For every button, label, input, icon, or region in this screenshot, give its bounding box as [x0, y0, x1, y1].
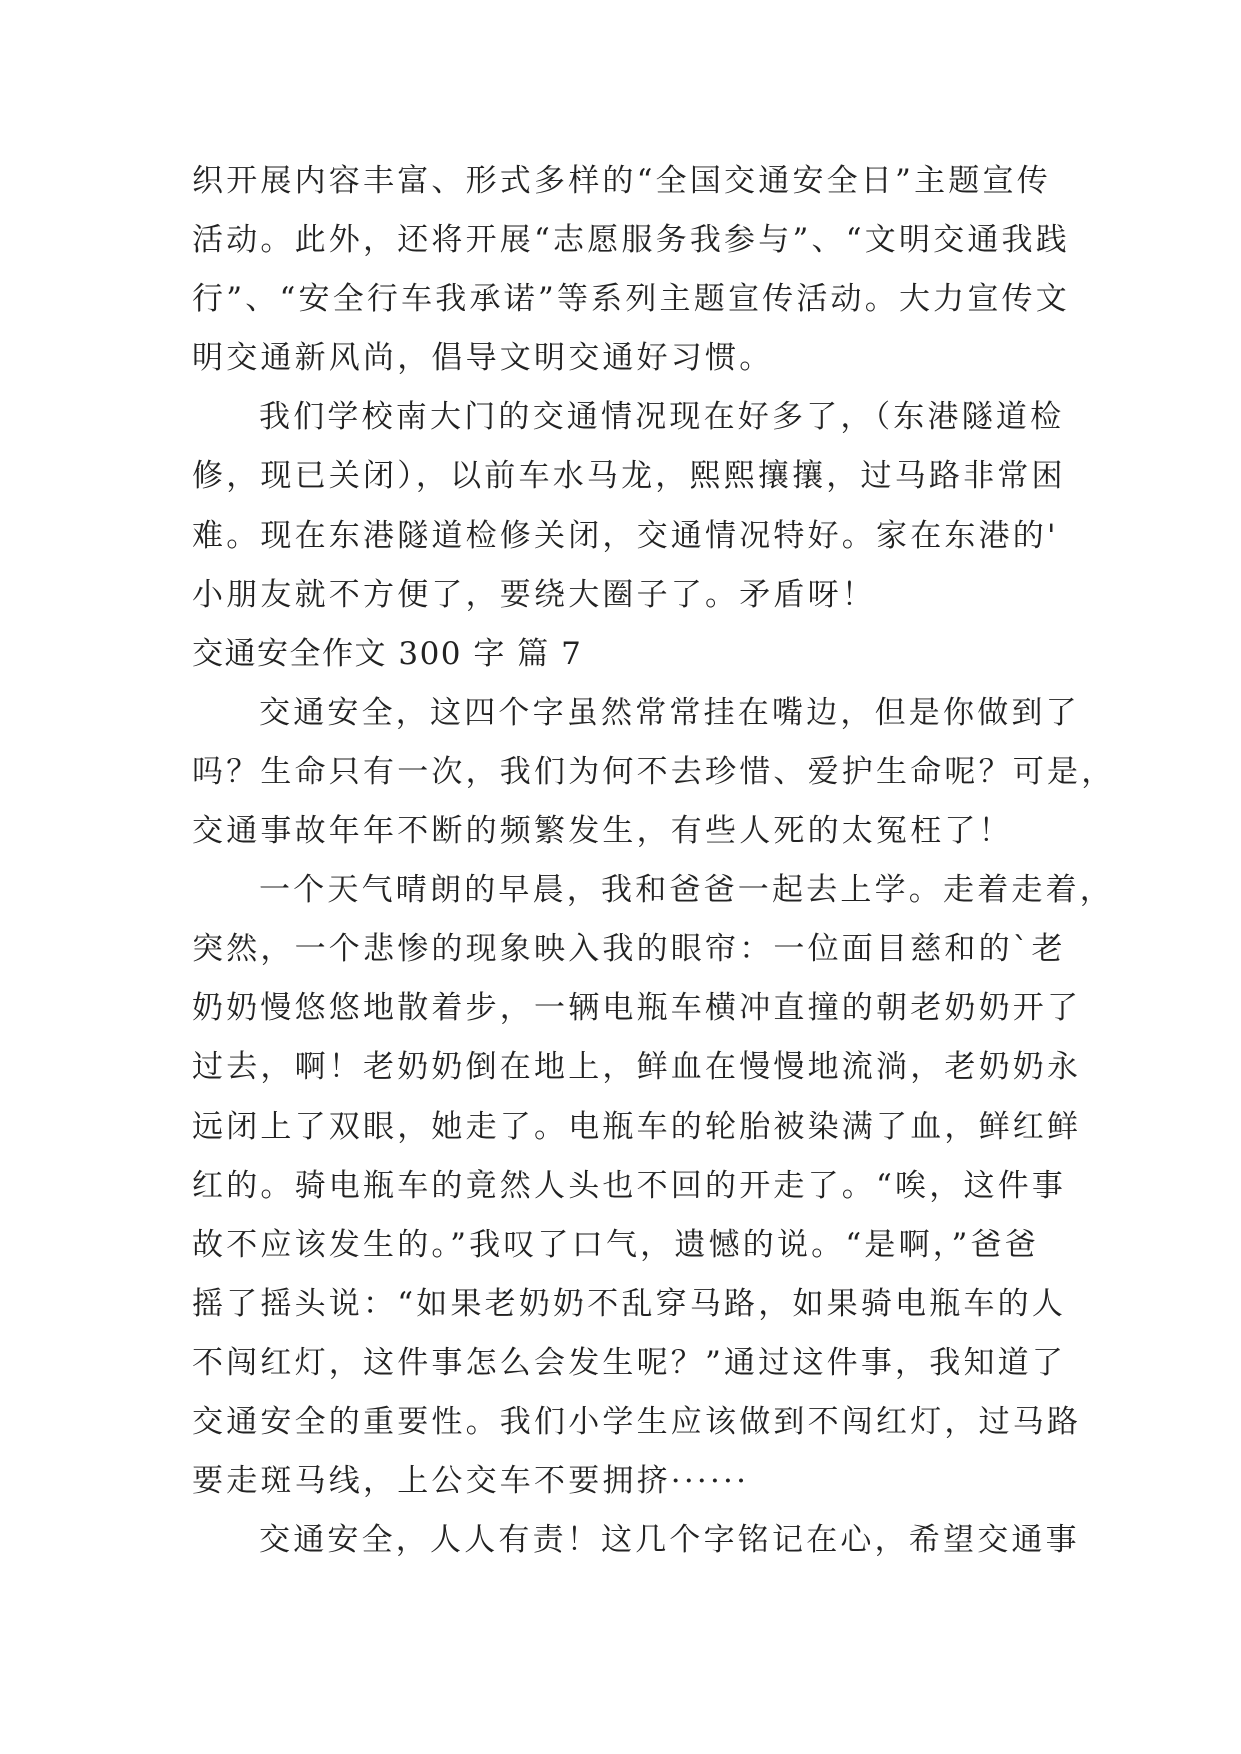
text-line: 摇了摇头说：“如果老奶奶不乱穿马路，如果骑电瓶车的人 — [192, 1285, 1067, 1322]
text-line: 突然，一个悲惨的现象映入我的眼帘：一位面目慈和的`老 — [192, 931, 1066, 968]
text-line: 远闭上了双眼，她走了。电瓶车的轮胎被染满了血，鲜红鲜 — [192, 1108, 1082, 1145]
text-line: 红的。骑电瓶车的竟然人头也不回的开走了。“唉，这件事 — [192, 1167, 1067, 1204]
text-line: 过去，啊！老奶奶倒在地上，鲜血在慢慢地流淌，老奶奶永 — [192, 1049, 1082, 1086]
text-line: 交通安全的重要性。我们小学生应该做到不闯红灯，过马路 — [192, 1403, 1082, 1440]
text-line: 行”、“安全行车我承诺”等系列主题宣传活动。大力宣传文 — [192, 281, 1070, 318]
text-line: 活动。此外，还将开展“志愿服务我参与”、“文明交通我践 — [192, 222, 1070, 259]
paragraph-first-line: 交通安全，这四个字虽然常常挂在嘴边，但是你做到了 — [259, 694, 1080, 731]
text-line: 难。现在东港隧道检修关闭，交通情况特好。家在东港的' — [192, 517, 1059, 554]
text-line: 明交通新风尚，倡导文明交通好习惯。 — [192, 340, 774, 377]
text-line: 吗？生命只有一次，我们为何不去珍惜、爱护生命呢？可是， — [192, 753, 1116, 790]
paragraph-first-line: 我们学校南大门的交通情况现在好多了，（东港隧道检 — [259, 399, 1065, 436]
text-line: 修，现已关闭），以前车水马龙，熙熙攘攘，过马路非常困 — [192, 458, 1066, 495]
document-body — [192, 152, 1116, 1570]
section-heading: 交通安全作文 300 字 篇 7 — [192, 635, 583, 672]
paragraph-first-line: 交通安全，人人有责！这几个字铭记在心，希望交通事 — [259, 1522, 1080, 1559]
text-line: 要走斑马线，上公交车不要拥挤······ — [192, 1463, 750, 1500]
text-line: 小朋友就不方便了，要绕大圈子了。矛盾呀！ — [192, 576, 876, 613]
paragraph-first-line: 一个天气晴朗的早晨，我和爸爸一起去上学。走着走着， — [259, 872, 1114, 909]
text-line: 织开展内容丰富、形式多样的“全国交通安全日”主题宣传 — [192, 163, 1051, 199]
text-line: 奶奶慢悠悠地散着步，一辆电瓶车横冲直撞的朝老奶奶开了 — [192, 990, 1082, 1027]
text-line: 故不应该发生的。”我叹了口气，遗憾的说。“是啊，”爸爸 — [192, 1226, 1039, 1263]
text-line: 不闯红灯，这件事怎么会发生呢？”通过这件事，我知道了 — [192, 1344, 1067, 1381]
text-line: 交通事故年年不断的频繁发生，有些人死的太冤枉了！ — [192, 813, 1013, 850]
